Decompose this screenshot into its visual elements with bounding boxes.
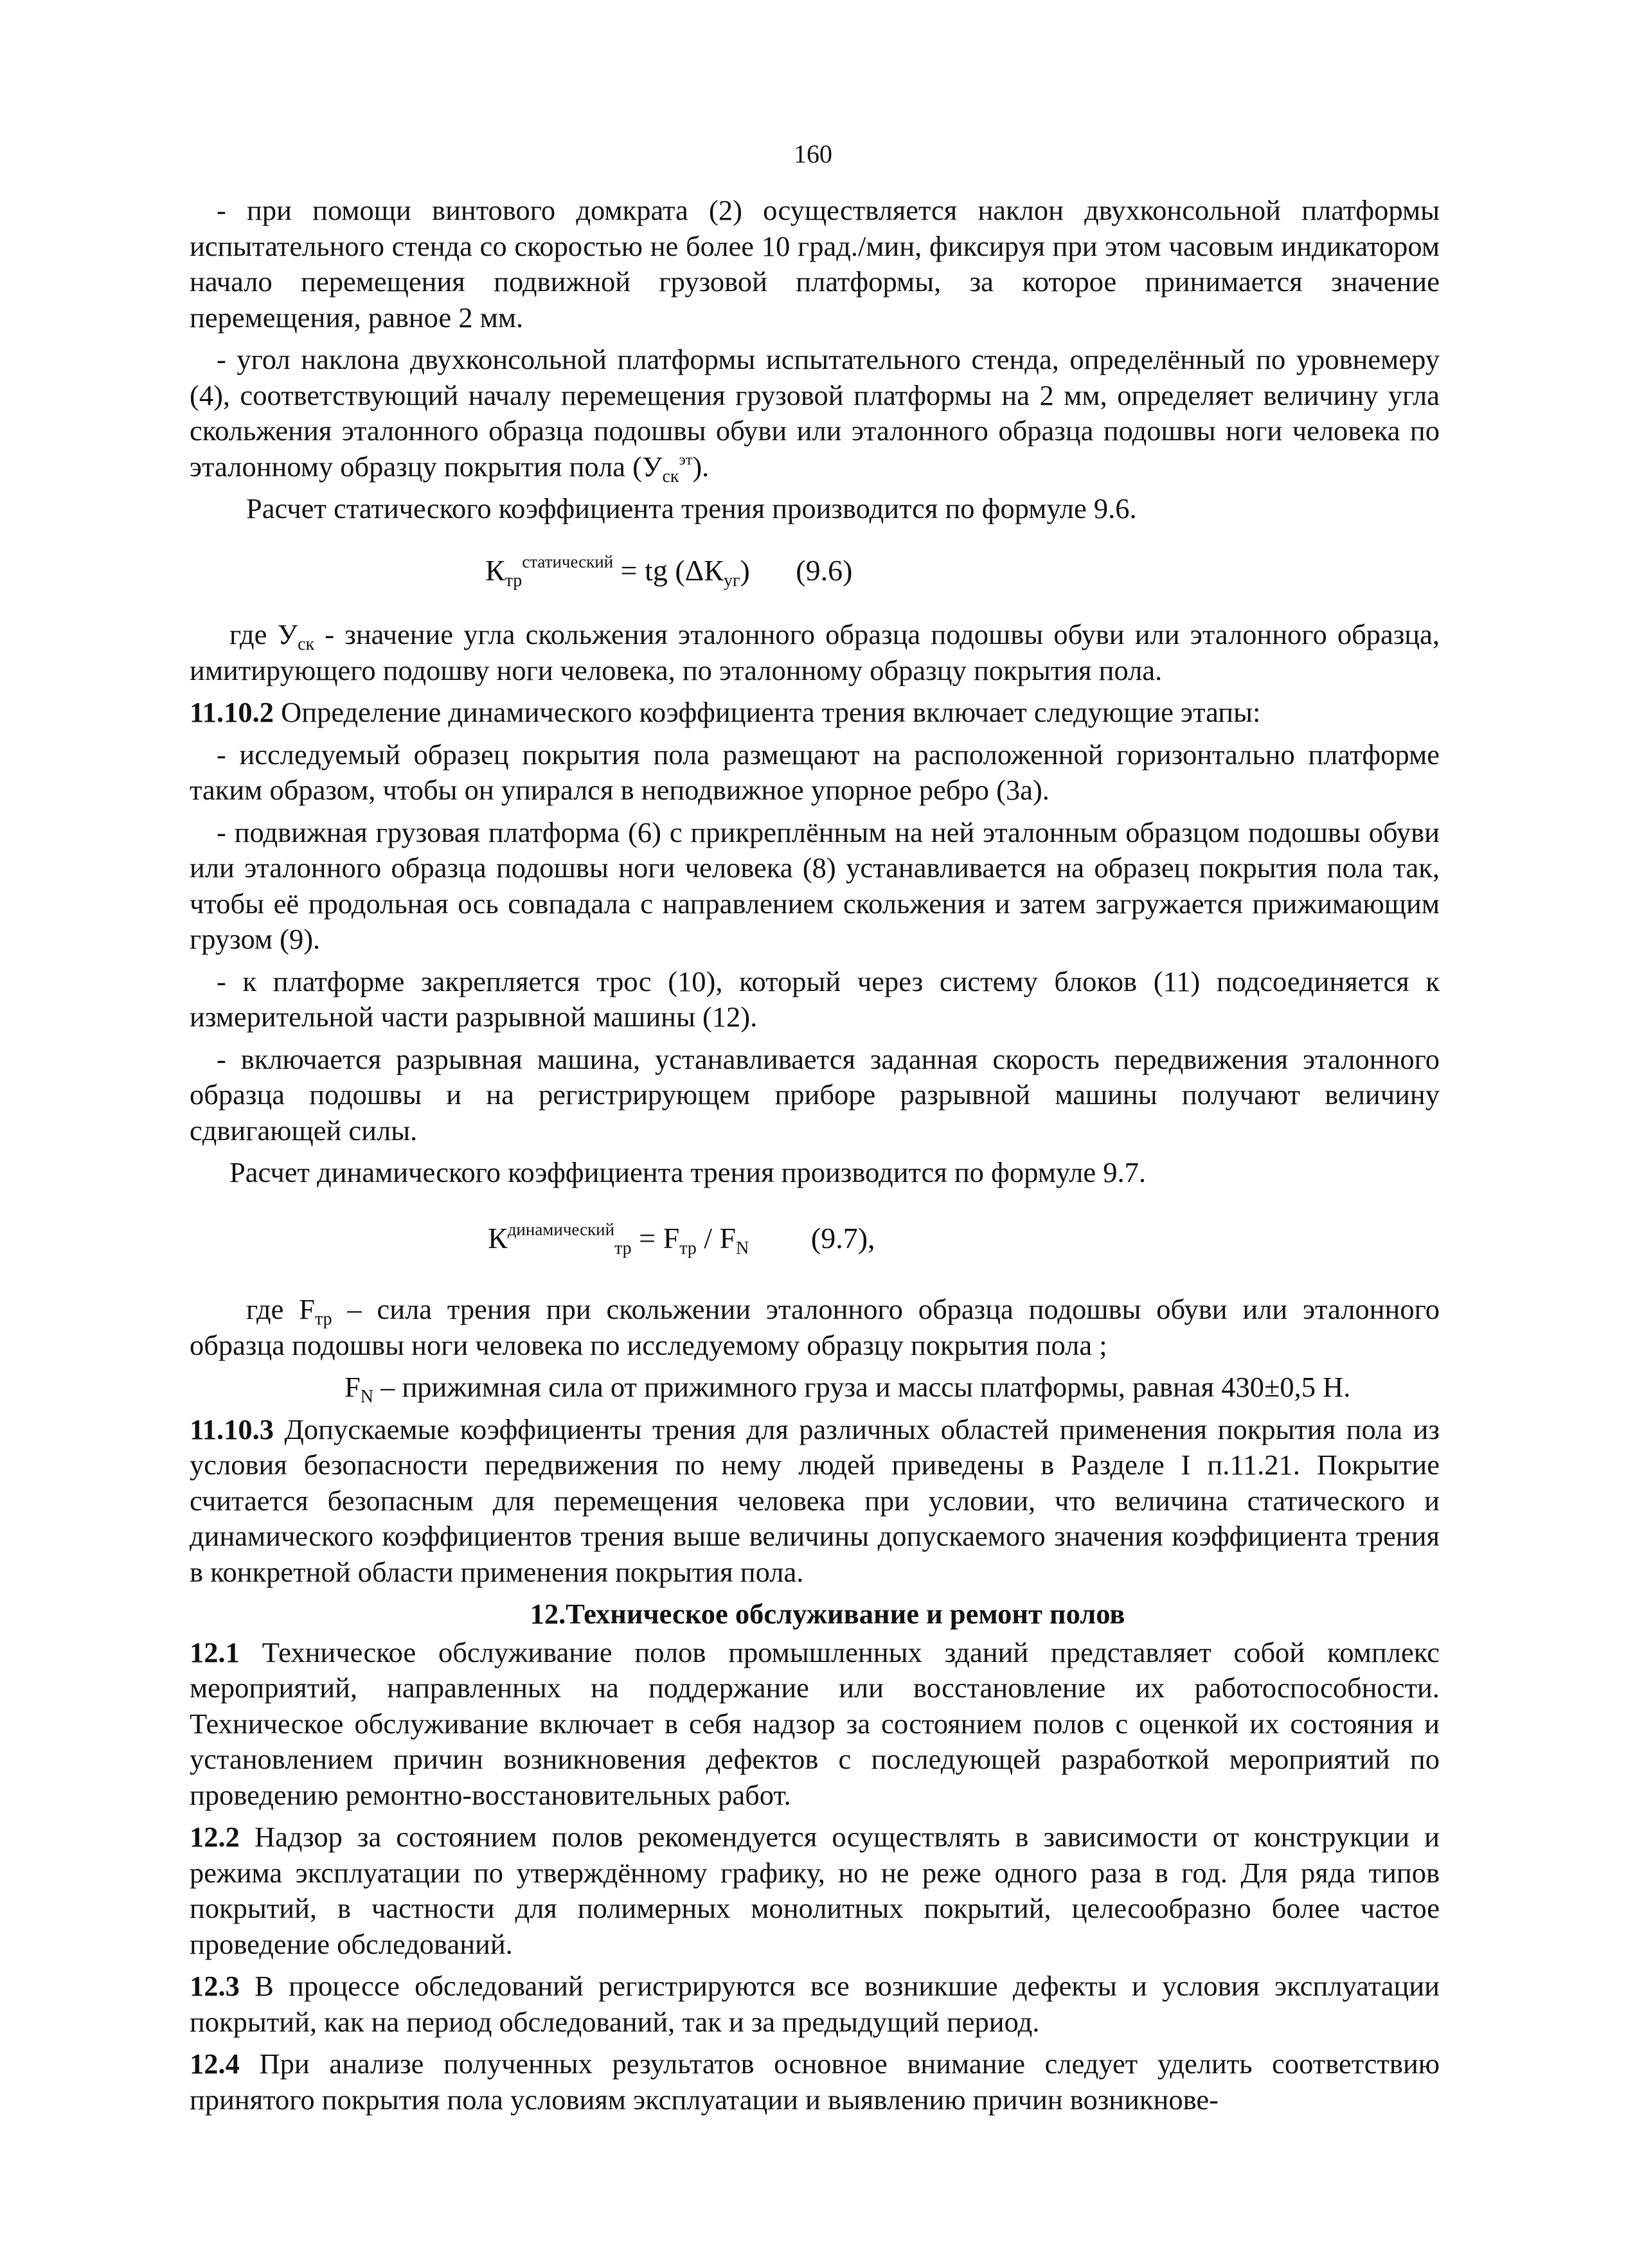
paragraph-load-platform: - подвижная грузовая платформа (6) с прикреплённым на ней эталонным образцом подошвы обуви или эталонного образца подошвы ноги человека (8) устанавливается на образец покрытия пола так, чтобы её продольная ось совпадала с направлением скольжения и затем загружается прижимающим грузом (9). — [190, 816, 1440, 955]
paragraph-jack-tilt: - при помощи винтового домкрата (2) осуществляется наклон двухконсольной платформы испытательного стенда со скоростью не более 10 град./мин, фиксируя при этом часовым индикатором начало перемещения подвижной грузовой платформы, за которое принимается значение перемещения, равное 2 мм. — [190, 194, 1440, 334]
paragraph-11-10-2: 11.10.2 Определение динамического коэффициента трения включает следующие этапы: — [190, 696, 1261, 728]
formula-number: (9.6) — [796, 553, 853, 587]
paragraph-static-calc: Расчет статического коэффициента трения производится по формуле 9.6. — [246, 492, 1137, 524]
paragraph-11-10-3: 11.10.3 Допускаемые коэффициенты трения для различных областей применения покрытия пола из условия безопасности передвижения по нему людей приведены в Разделе I п.11.21. Покрытие считается безопасным для перемещения человека при условии, что величина статического и динамического коэффициентов трения выше величины допускаемого значения коэффициента трения в конкретной области применения покрытия пола. — [190, 1413, 1440, 1588]
paragraph-sample-placement: - исследуемый образец покрытия пола размещают на расположенной горизонтально платформе таким образом, чтобы он упирался в неподвижное упорное ребро (3а). — [190, 738, 1440, 806]
paragraph-where-slip-angle: где $У_{ск}$ - значение угла скольжения эталонного образца подошвы обуви или эталонного образца, имитирующего подошву ноги человека, по эталонному образцу покрытия пола. — [190, 618, 1440, 686]
paragraph-12-1: 12.1 Техническое обслуживание полов промышленных зданий представляет собой комплекс мероприятий, направленных на поддержание или восстановление их работоспособности. Техническое обслуживание включает в себя надзор за состоянием полов с оценкой их состояния и установлением причин возникновения дефектов с последующей разработкой мероприятий по проведению ремонтно-восстановительных работ. — [190, 1636, 1440, 1811]
paragraph-cable: - к платформе закрепляется трос (10), который через систему блоков (11) подсоединяется к измерительной части разрывной машины (12). — [190, 965, 1440, 1033]
formula-9-7: $К^{динамический}_{тр} = F_{тр} / F_N$ (9.7), — [488, 1219, 875, 1258]
section-title: 12.Техническое обслуживание и ремонт полов — [530, 1598, 1125, 1630]
paragraph-12-2: 12.2 Надзор за состоянием полов рекомендуется осуществлять в зависимости от конструкции и режима эксплуатации по утверждённому графику, но не реже одного раза в год. Для ряда типов покрытий, в частности для полимерных монолитных покрытий, целесообразно более частое проведение обследований. — [190, 1821, 1440, 1960]
page-number: 160 — [794, 139, 832, 168]
page-content — [190, 193, 1440, 2124]
paragraph-12-4: 12.4 При анализе полученных результатов основное внимание следует уделить соответствию принятого покрытия пола условиям эксплуатации и выявлению причин возникнове- — [190, 2048, 1440, 2116]
formula-number: (9.7), — [810, 1221, 875, 1255]
paragraph-tilt-angle: - угол наклона двухконсольной платформы испытательного стенда, определённый по уровнемеру (4), соответствующий началу перемещения грузовой платформы на 2 мм, определяет величину угла скольжения эталонного образца подошвы обуви или эталонного образца подошвы ноги человека по эталонному образцу покрытия пола $(У_{ск}^{эт})$. — [190, 343, 1440, 487]
paragraph-dynamic-calc: Расчет динамического коэффициента трения производится по формуле 9.7. — [229, 1156, 1146, 1188]
paragraph-where-friction-force: где $F_{тр}$ – сила трения при скольжении эталонного образца подошвы обуви или эталонного образца подошвы ноги человека по исследуемому образцу покрытия пола ; — [190, 1293, 1440, 1361]
formula-9-6: $К_{тр}^{статический}$ = tg $(\Delta К_{уг})$ (9.6) — [485, 551, 853, 591]
paragraph-normal-force: $F_N$ – прижимная сила от прижимного груза и массы платформы, равная 430±0,5 Н. — [344, 1371, 1351, 1407]
paragraph-tensile-machine: - включается разрывная машина, устанавливается заданная скорость передвижения эталонного образца подошвы и на регистрирующем приборе разрывной машины получают величину сдвигающей силы. — [190, 1042, 1440, 1147]
paragraph-12-3: 12.3 В процессе обследований регистрируются все возникшие дефекты и условия эксплуатации покрытий, как на период обследований, так и за предыдущий период. — [190, 1970, 1440, 2038]
